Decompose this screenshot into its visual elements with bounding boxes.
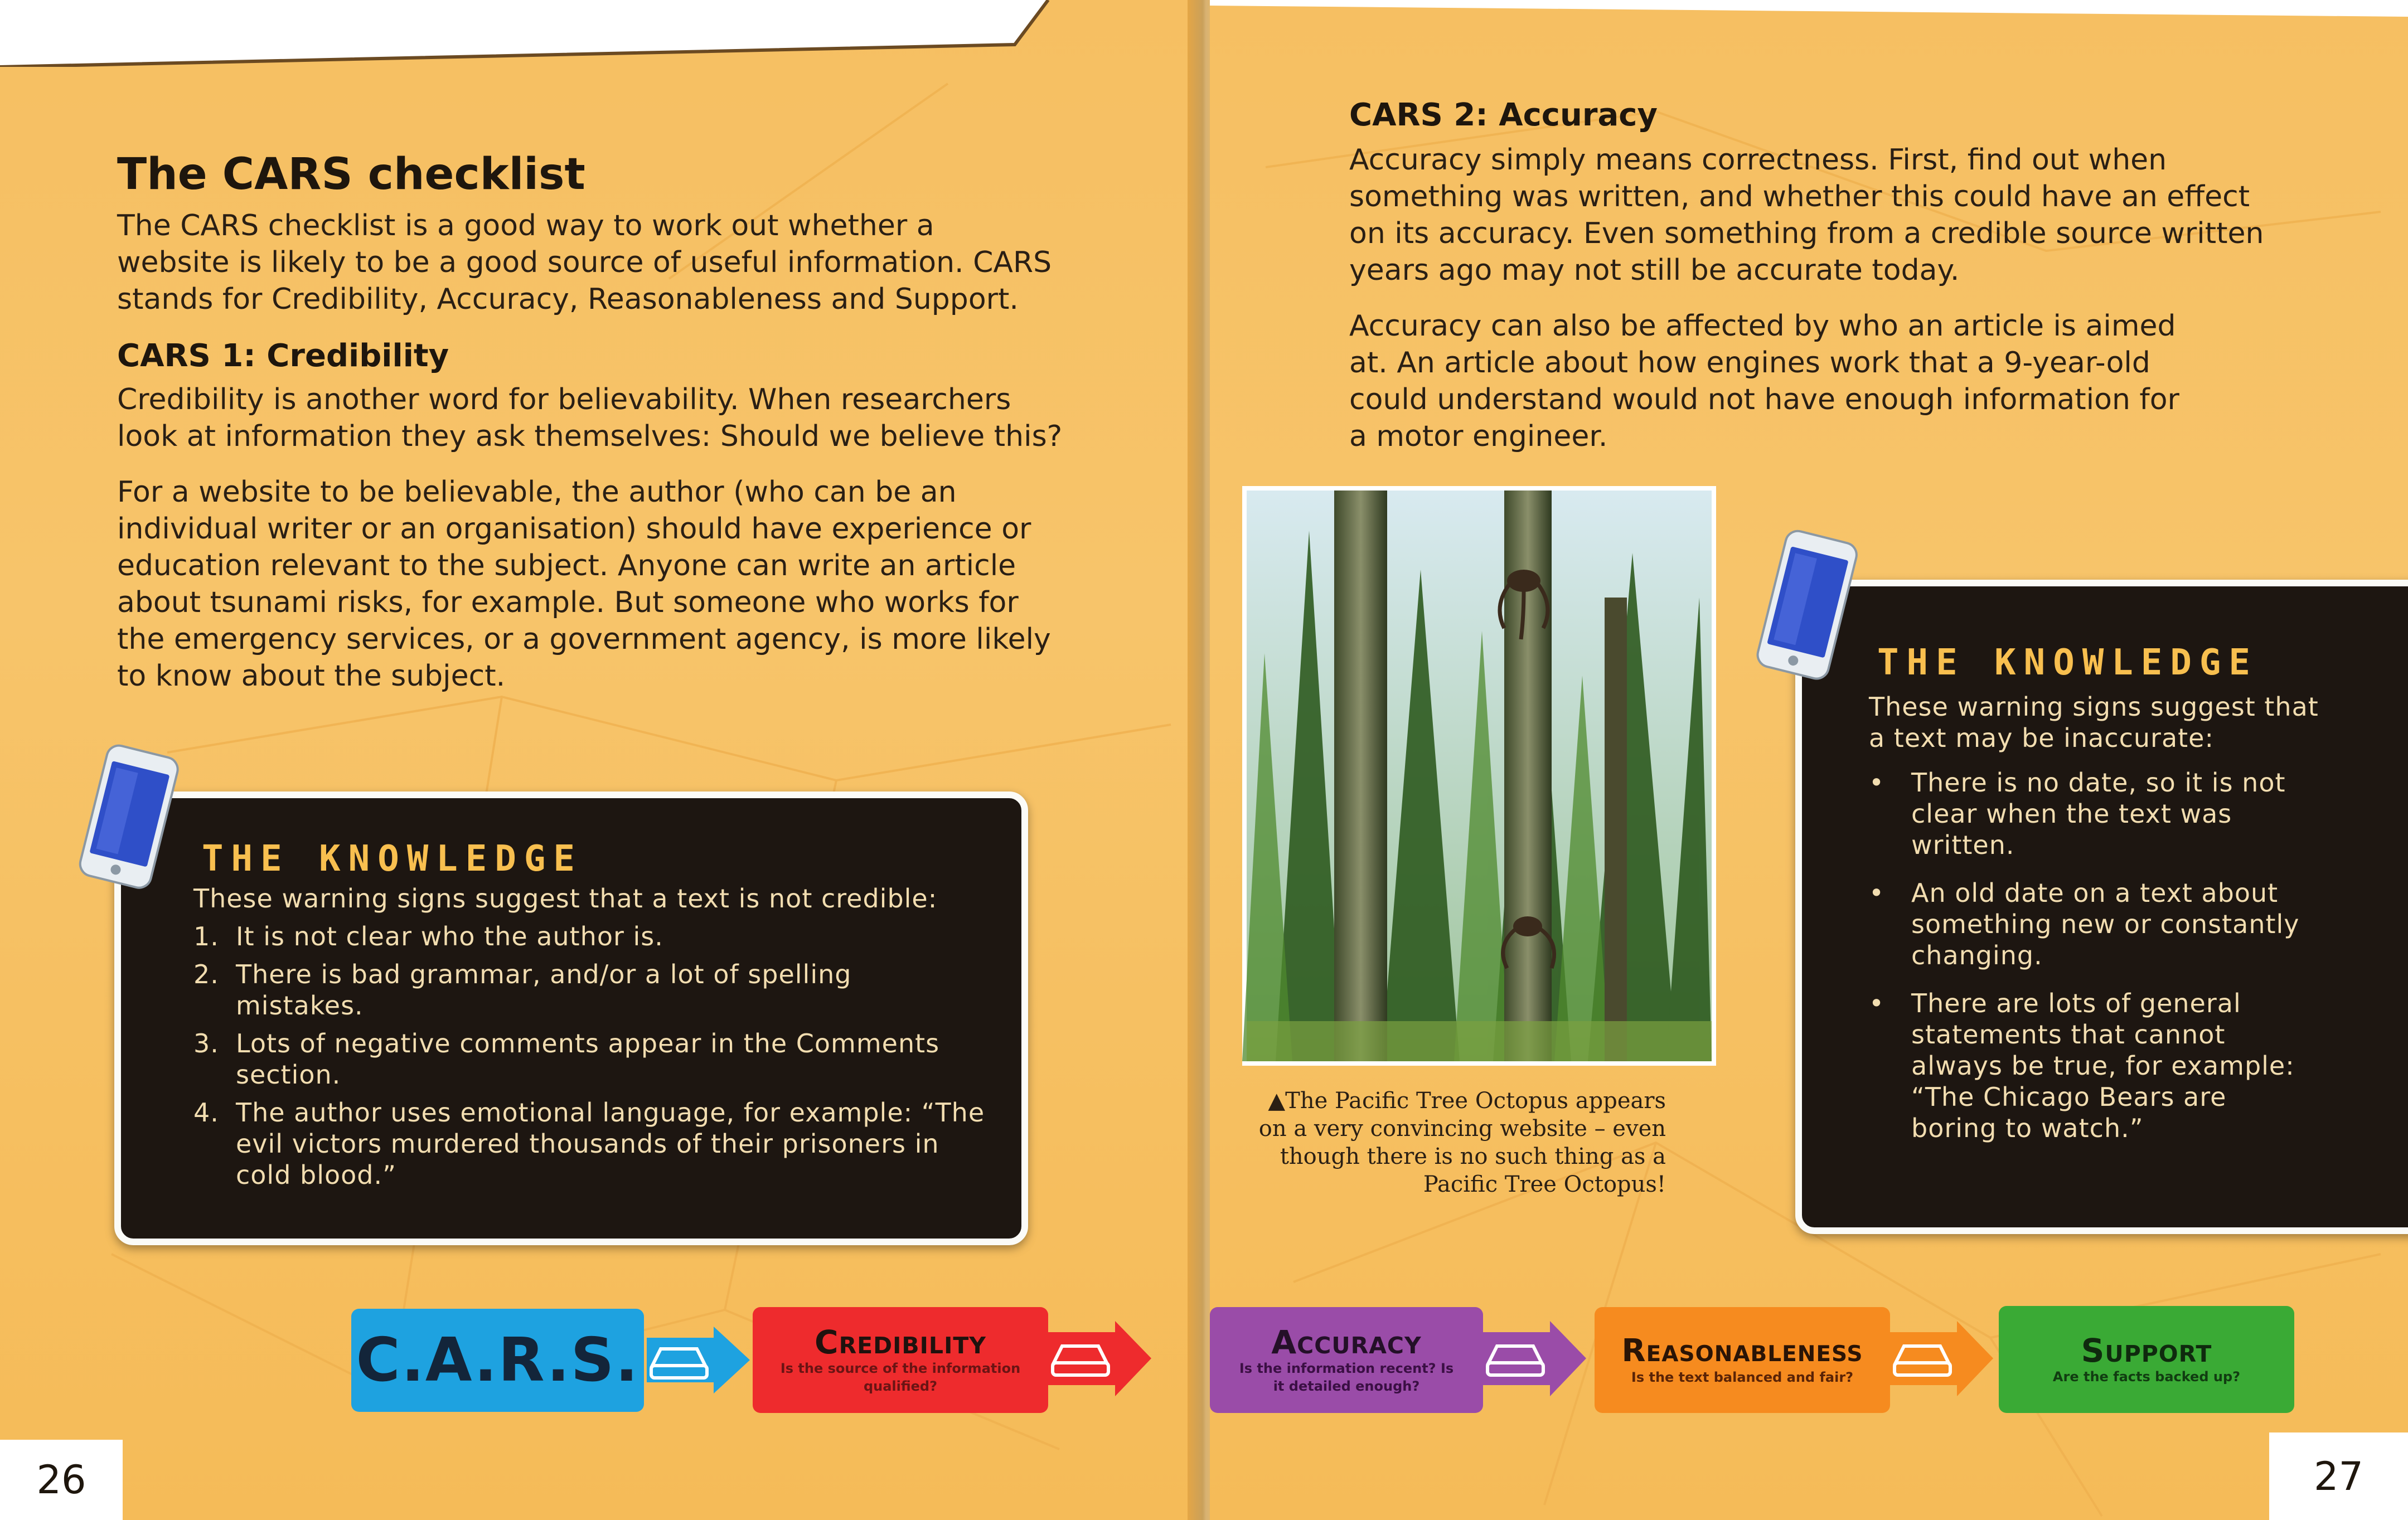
page-title: The CARS checklist	[117, 149, 585, 200]
page-top-edge	[1210, 0, 2408, 33]
phone-icon	[70, 744, 187, 895]
credibility-paragraph-1: Credibility is another word for believability. When researchers look at information they ask themselves: Should we believe this?	[117, 383, 1063, 453]
pacific-tree-octopus-photo	[1242, 486, 1716, 1066]
knowledge-title: THE KNOWLEDGE	[1877, 642, 2258, 683]
list-item: • An old date on a text about something new or constantly changing.	[1869, 878, 2300, 970]
list-item: • There are lots of general statements that cannot always be true, for example: “The Chicago Bears are boring to watch.”	[1869, 988, 2295, 1143]
knowledge-list	[193, 921, 985, 1197]
intro-paragraph: The CARS checklist is a good way to work out whether a website is likely to be a good source of useful information. CARS stands for Credibility, Accuracy, Reasonableness and Support.	[117, 209, 1052, 316]
page-number-left: 26	[0, 1440, 123, 1520]
arrow-car-icon	[1048, 1321, 1154, 1396]
knowledge-title: THE KNOWLEDGE	[202, 838, 583, 880]
knowledge-box-accuracy	[1795, 580, 2408, 1234]
left-page	[0, 0, 1199, 1520]
knowledge-list	[1869, 767, 2309, 1160]
section-heading-accuracy: CARS 2: Accuracy	[1349, 97, 1658, 133]
list-item: 4. The author uses emotional language, for example: “The evil victors murdered thousands of their prisoners in cold blood.”	[193, 1097, 985, 1190]
list-item: 1. It is not clear who the author is.	[193, 921, 663, 951]
cars-step-credibility: Credibility Is the source of the information qualified?	[753, 1307, 1048, 1413]
right-page	[1210, 0, 2408, 1520]
accuracy-paragraph-2: Accuracy can also be affected by who an article is aimed at. An article about how engines work that a 9-year-old could understand would not have enough information for a motor engineer.	[1349, 309, 2179, 453]
section-heading-credibility: CARS 1: Credibility	[117, 338, 449, 374]
cars-start-label: C.A.R.S.	[356, 1325, 639, 1395]
arrow-car-icon	[647, 1327, 753, 1393]
knowledge-box-credibility	[114, 791, 1028, 1245]
cars-step-reasonableness: Reasonableness Is the text balanced and fair?	[1595, 1307, 1890, 1413]
arrow-car-icon	[1890, 1321, 1996, 1396]
knowledge-intro: These warning signs suggest that a text is not credible:	[193, 883, 938, 914]
photo-caption: ▲The Pacific Tree Octopus appears on a very convincing website – even though there is no such thing as a Pacific Tree Octopus!	[1258, 1088, 1666, 1197]
list-item: • There is no date, so it is not clear when the text was written.	[1869, 768, 2286, 860]
credibility-paragraph-2: For a website to be believable, the author (who can be an individual writer or an organisation) should have experience or education relevant to the subject. Anyone can write an article about tsunami risks, for example. But someone who works for the emergency services, or a government agency, is more likely to know about the subject.	[117, 475, 1051, 693]
accuracy-paragraph-1: Accuracy simply means correctness. First, find out when something was written, and whether this could have an effect on its accuracy. Even something from a credible source written years ago may not still be accurate today.	[1349, 143, 2264, 287]
cars-step-accuracy: Accuracy Is the information recent? Is it detailed enough?	[1210, 1307, 1483, 1413]
list-item: 3. Lots of negative comments appear in the Comments section.	[193, 1028, 940, 1090]
cars-step-support: Support Are the facts backed up?	[1999, 1306, 2294, 1413]
cars-start-box	[351, 1309, 644, 1412]
page-number-right: 27	[2269, 1432, 2408, 1520]
arrow-car-icon	[1483, 1321, 1589, 1396]
knowledge-intro: These warning signs suggest that a text may be inaccurate:	[1869, 692, 2319, 753]
phone-icon	[1748, 530, 1865, 686]
list-item: 2. There is bad grammar, and/or a lot of spelling mistakes.	[193, 959, 852, 1021]
